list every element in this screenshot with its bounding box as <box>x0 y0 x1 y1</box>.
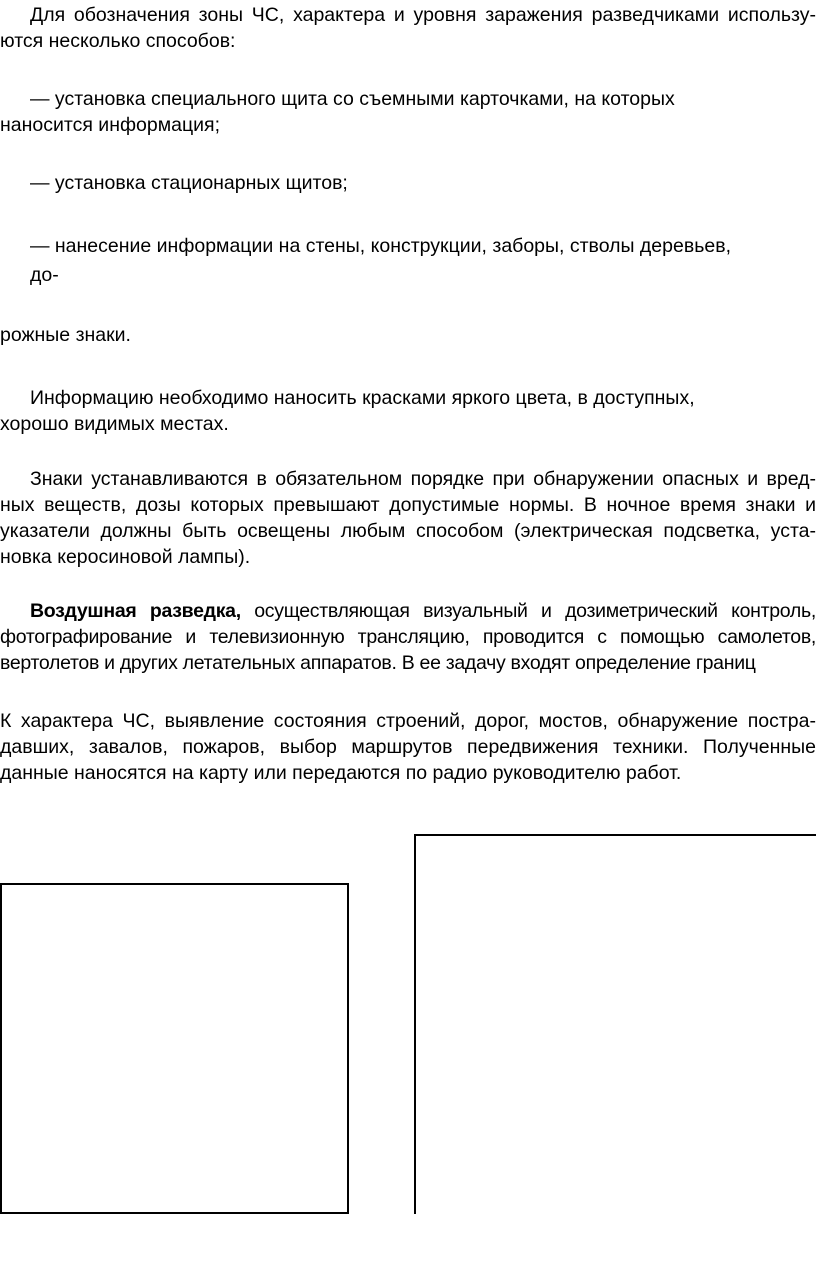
list-item-stationary-shields: — установка стационарных щитов; <box>30 172 348 194</box>
paragraph-signs: Знаки устанавливаются в обязательном порядке при обнаружении опасных и вред-ных веществ, дозы которых превышают допустимые нормы. В ночное время знаки и указатели должны быть освещены любым способом (электрическая подсветка, уста-новка керосиновой лампы). <box>0 468 816 568</box>
air-reconnaissance-heading: Воздушная разведка, <box>30 600 241 622</box>
image-frame-right <box>414 834 816 1214</box>
list-item-info-on-walls-hyphen: до- <box>30 264 59 286</box>
list-item-road-signs: рожные знаки. <box>0 324 131 346</box>
list-item-info-on-walls: — нанесение информации на стены, конструкции, заборы, стволы деревьев, <box>30 235 731 257</box>
list-item-special-shield-cont: наносится информация; <box>0 114 220 136</box>
paragraph-intro: Для обозначения зоны ЧС, характера и уровня заражения разведчиками использу-ются несколько способов: <box>0 4 816 52</box>
paragraph-paint-info-cont: хорошо видимых местах. <box>0 413 229 435</box>
paragraph-paint-info: Информацию необходимо наносить красками яркого цвета, в доступных, <box>30 387 695 409</box>
paragraph-air-reconnaissance <box>0 598 816 676</box>
list-item-special-shield: — установка специального щита со съемными карточками, на которых <box>30 88 675 110</box>
image-frame-left <box>0 883 349 1214</box>
paragraph-air-tasks: К характера ЧС, выявление состояния строений, дорог, мостов, обнаружение постра-давших, завалов, пожаров, выбор маршрутов передвижения техники. Полученные данные наносятся на карту или передаются по радио руководителю работ. <box>0 710 816 784</box>
air-reconnaissance-text: осуществляющая визуальный и дозиметрический контроль, фотографирование и телевизионную трансляцию, проводится с помощью самолетов, вертолетов и других летательных аппаратов. В ее задачу входят определение границ <box>0 600 816 674</box>
